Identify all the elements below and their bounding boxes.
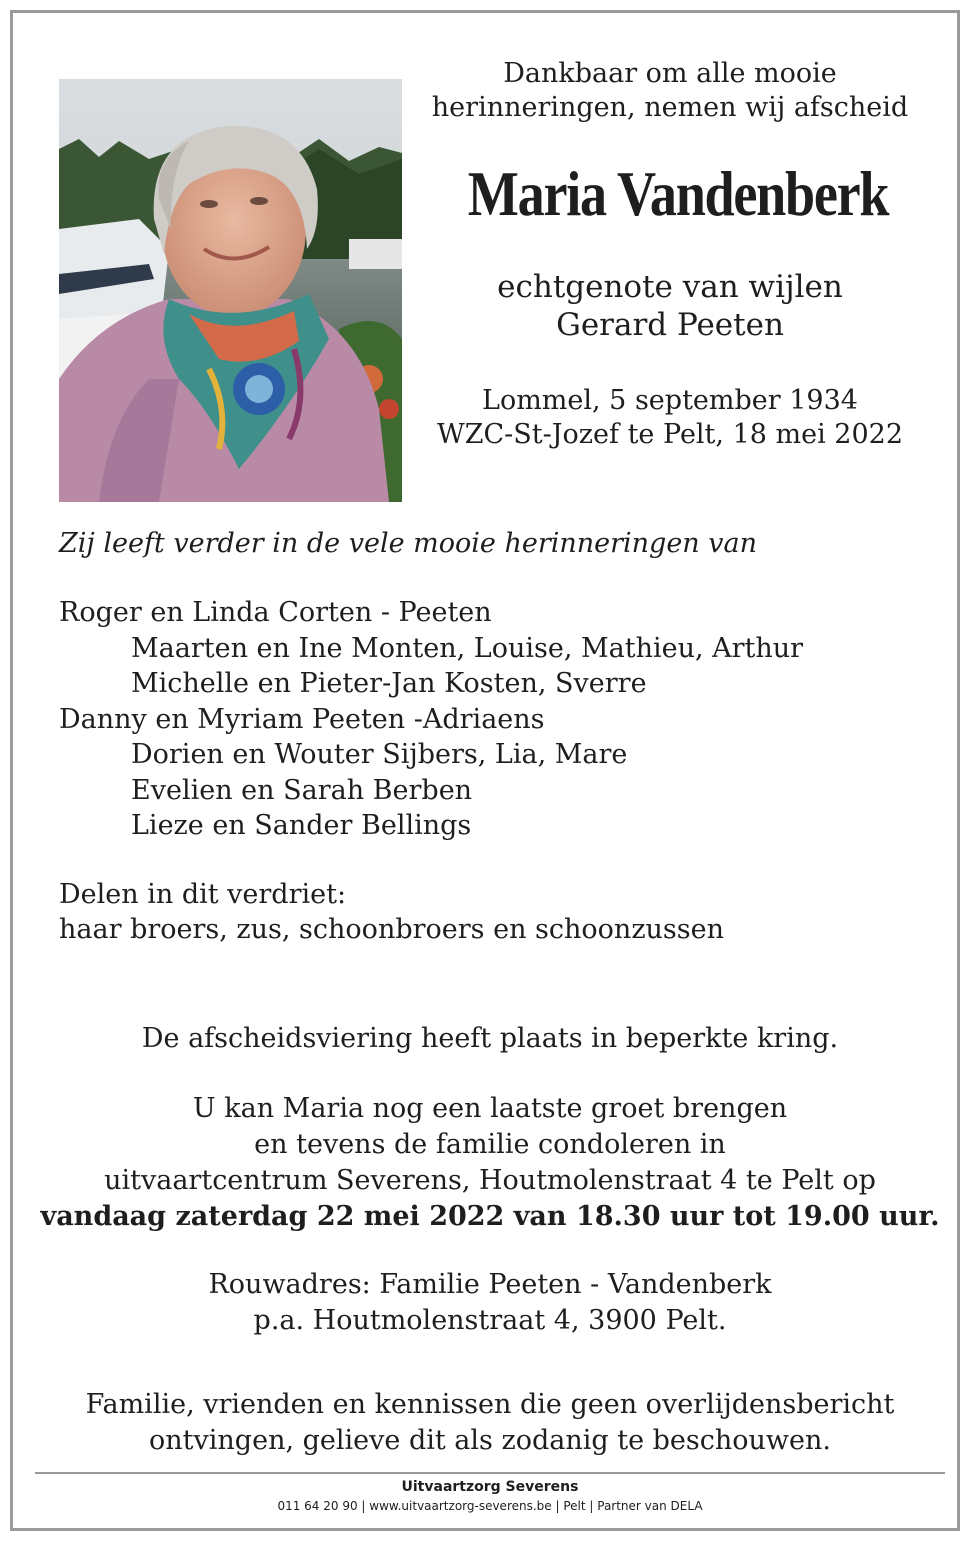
footer-divider xyxy=(35,1472,945,1474)
share-relatives: haar broers, zus, schoonbroers en schoonzussen xyxy=(59,914,725,945)
portrait-photo xyxy=(59,79,402,502)
address-line-2: p.a. Houtmolenstraat 4, 3900 Pelt. xyxy=(253,1305,727,1336)
share-grief xyxy=(59,877,724,947)
family-member: Roger en Linda Corten - Peeten xyxy=(59,597,492,628)
birth-line: Lommel, 5 september 1934 xyxy=(482,385,858,416)
family-member: Michelle en Pieter-Jan Kosten, Sverre xyxy=(131,668,647,699)
visit-line-3: uitvaartcentrum Severens, Houtmolenstraat 4 te Pelt op xyxy=(104,1165,876,1196)
visit-line-1: U kan Maria nog een laatste groet brengen xyxy=(192,1093,788,1124)
family-member: Evelien en Sarah Berben xyxy=(131,774,473,806)
footer-contact: 011 64 20 90 | www.uitvaartzorg-severens.be | Pelt | Partner van DELA xyxy=(277,1499,703,1513)
death-line: WZC-St-Jozef te Pelt, 18 mei 2022 xyxy=(436,419,904,450)
deceased-name: Maria Vandenberk xyxy=(467,159,889,229)
life-dates xyxy=(420,384,920,452)
share-heading: Delen in dit verdriet: xyxy=(59,879,347,910)
spouse-line-1: echtgenote van wijlen xyxy=(497,269,843,305)
family-member: Dorien en Wouter Sijbers, Lia, Mare xyxy=(131,739,628,770)
visit-datetime: vandaag zaterdag 22 mei 2022 van 18.30 uur tot 19.00 uur. xyxy=(40,1201,940,1232)
notice-line-1: Familie, vrienden en kennissen die geen overlijdensbericht xyxy=(85,1389,895,1420)
mourning-address xyxy=(40,1267,940,1339)
notice-line-2: ontvingen, gelieve dit als zodanig te beschouwen. xyxy=(149,1425,831,1456)
family-list xyxy=(59,595,803,844)
intro-line-1: Dankbaar om alle mooie xyxy=(503,58,837,89)
ceremony-text: De afscheidsviering heeft plaats in beperkte kring. xyxy=(141,1023,839,1054)
intro-line-2: herinneringen, nemen wij afscheid xyxy=(431,92,909,123)
spouse-text xyxy=(420,268,920,344)
family-member: Danny en Myriam Peeten -Adriaens xyxy=(59,703,545,735)
spouse-line-2: Gerard Peeten xyxy=(556,307,784,343)
address-line-1: Rouwadres: Familie Peeten - Vandenberk xyxy=(208,1269,772,1300)
notice-text xyxy=(40,1387,940,1459)
memory-line: Zij leeft verder in de vele mooie herinneringen van xyxy=(59,528,758,559)
family-member: Maarten en Ine Monten, Louise, Mathieu, Arthur xyxy=(131,632,804,664)
intro-text xyxy=(420,57,920,125)
footer-title: Uitvaartzorg Severens xyxy=(401,1479,579,1495)
family-member: Lieze en Sander Bellings xyxy=(131,810,472,841)
visit-line-2: en tevens de familie condoleren in xyxy=(254,1129,726,1160)
visitation-text xyxy=(40,1091,940,1235)
